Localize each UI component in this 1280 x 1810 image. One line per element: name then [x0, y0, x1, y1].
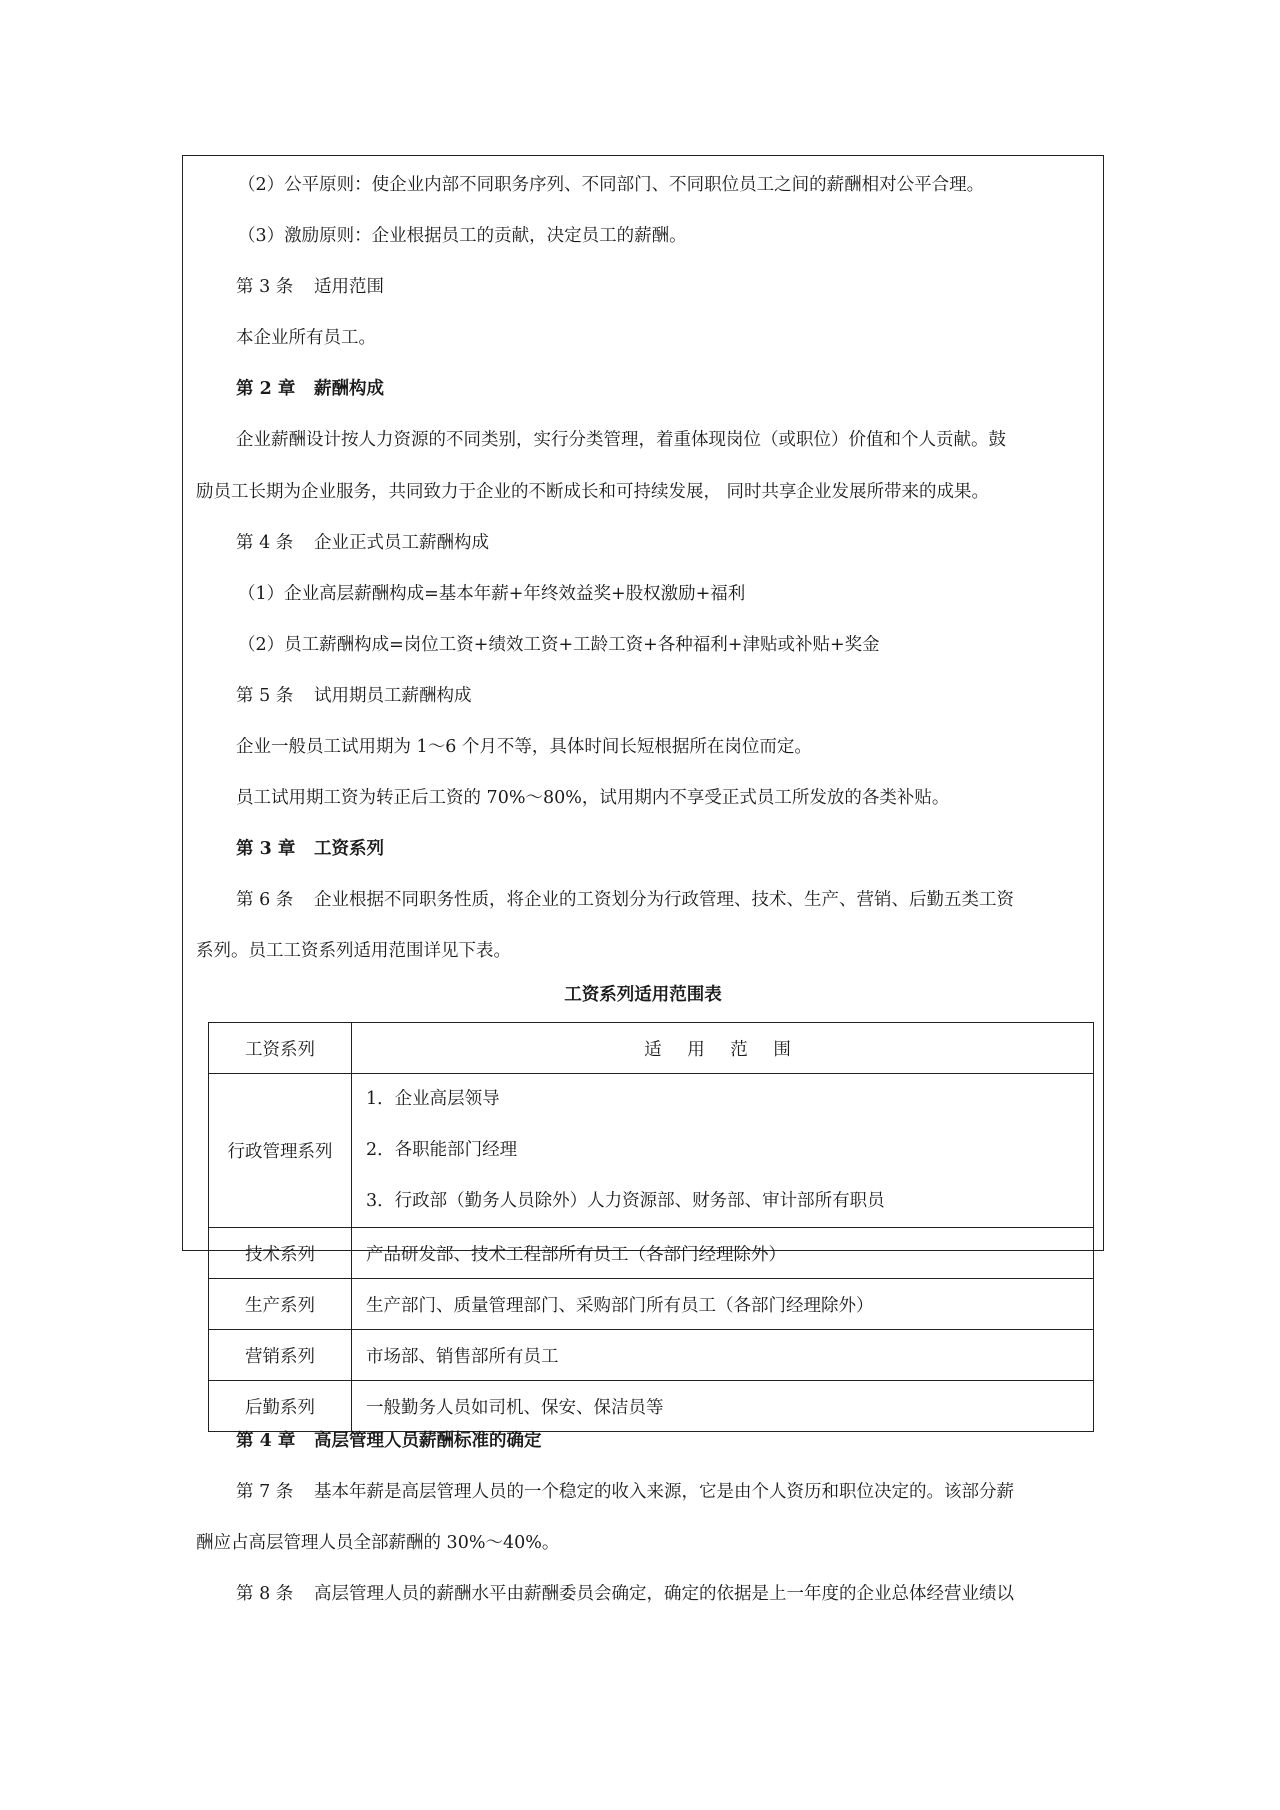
- article-heading: 第 5 条 试用期员工薪酬构成: [236, 686, 472, 706]
- document-frame: [182, 155, 1104, 1604]
- series-cell: 营销系列: [209, 1330, 352, 1381]
- table-row: [209, 1381, 1094, 1432]
- article-paragraph: 第 6 条 企业根据不同职务性质，将企业的工资划分为行政管理、技术、生产、营销、后勤五类工资: [236, 890, 1014, 910]
- scope-cell: [352, 1074, 1094, 1228]
- table-row: [209, 1279, 1094, 1330]
- paragraph-continuation: 酬应占高层管理人员全部薪酬的 30%～40%。: [196, 1533, 560, 1553]
- paragraph: 企业一般员工试用期为 1～6 个月不等，具体时间长短根据所在岗位而定。: [236, 737, 812, 757]
- paragraph: 企业薪酬设计按人力资源的不同类别，实行分类管理，着重体现岗位（或职位）价值和个人贡献。鼓: [236, 430, 1006, 450]
- scope-cell: 一般勤务人员如司机、保安、保洁员等: [352, 1381, 1094, 1432]
- chapter-heading: 第 3 章 工资系列: [236, 839, 384, 859]
- paragraph-continuation: 系列。员工工资系列适用范围详见下表。: [196, 941, 511, 961]
- article-paragraph: 第 7 条 基本年薪是高层管理人员的一个稳定的收入来源，它是由个人资历和职位决定的。该部分薪: [236, 1482, 1014, 1502]
- table-row: [209, 1228, 1094, 1279]
- paragraph: （1）企业高层薪酬构成=基本年薪+年终效益奖+股权激励+福利: [238, 584, 746, 604]
- scope-cell: 生产部门、质量管理部门、采购部门所有员工（各部门经理除外）: [352, 1279, 1094, 1330]
- column-header-scope: 适 用 范 围: [352, 1023, 1094, 1074]
- scope-cell: 产品研发部、技术工程部所有员工（各部门经理除外）: [352, 1228, 1094, 1279]
- scope-cell: 市场部、销售部所有员工: [352, 1330, 1094, 1381]
- table-header-row: [209, 1023, 1094, 1074]
- series-cell: 后勤系列: [209, 1381, 352, 1432]
- paragraph: 员工试用期工资为转正后工资的 70%～80%，试用期内不享受正式员工所发放的各类补贴。: [236, 788, 950, 808]
- paragraph: （2）公平原则：使企业内部不同职务序列、不同部门、不同职位员工之间的薪酬相对公平合理。: [238, 175, 985, 195]
- table-row: [209, 1074, 1094, 1228]
- table-caption: 工资系列适用范围表: [564, 985, 722, 1005]
- salary-series-table: [208, 1022, 1094, 1432]
- series-cell: 行政管理系列: [209, 1074, 352, 1228]
- paragraph: 本企业所有员工。: [236, 328, 376, 348]
- series-cell: 技术系列: [209, 1228, 352, 1279]
- column-header-series: 工资系列: [209, 1023, 352, 1074]
- scope-item: 3．行政部（勤务人员除外）人力资源部、财务部、审计部所有职员: [366, 1191, 885, 1211]
- article-paragraph: 第 8 条 高层管理人员的薪酬水平由薪酬委员会确定，确定的依据是上一年度的企业总体经营业绩以: [236, 1584, 1014, 1604]
- paragraph: （2）员工薪酬构成=岗位工资+绩效工资+工龄工资+各种福利+津贴或补贴+奖金: [238, 635, 880, 655]
- scope-item: 1．企业高层领导: [366, 1089, 500, 1109]
- table-row: [209, 1330, 1094, 1381]
- article-heading: 第 3 条 适用范围: [236, 277, 384, 297]
- scope-item: 2．各职能部门经理: [366, 1140, 518, 1160]
- chapter-heading: 第 2 章 薪酬构成: [236, 379, 384, 399]
- paragraph: （3）激励原则：企业根据员工的贡献，决定员工的薪酬。: [238, 226, 687, 246]
- article-heading: 第 4 条 企业正式员工薪酬构成: [236, 533, 489, 553]
- chapter-heading: 第 4 章 高层管理人员薪酬标准的确定: [236, 1431, 542, 1451]
- paragraph-continuation: 励员工长期为企业服务，共同致力于企业的不断成长和可持续发展， 同时共享企业发展所带来的成果。: [196, 482, 990, 502]
- series-cell: 生产系列: [209, 1279, 352, 1330]
